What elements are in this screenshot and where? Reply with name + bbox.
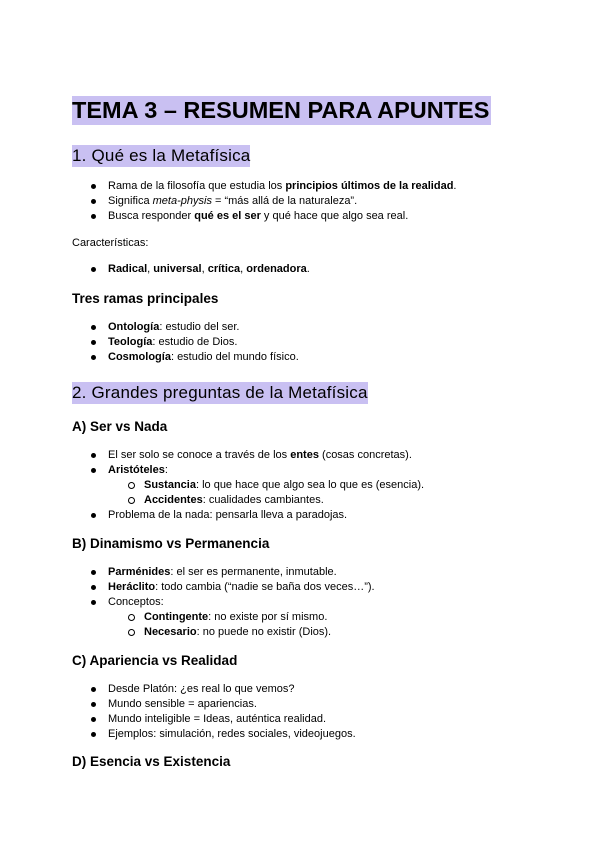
list-item: Significa meta-physis = “más allá de la naturaleza”. [72, 194, 456, 209]
list-item: Rama de la filosofía que estudia los principios últimos de la realidad. [72, 179, 456, 194]
caracteristicas-list [72, 262, 310, 277]
list-item: Ontología: estudio del ser. [72, 320, 299, 335]
section-2-heading: 2. Grandes preguntas de la Metafísica [72, 383, 368, 402]
subsection-b-heading: B) Dinamismo vs Permanencia [72, 536, 270, 551]
page-title: TEMA 3 – RESUMEN PARA APUNTES [72, 97, 490, 123]
list-item: Cosmología: estudio del mundo físico. [72, 350, 299, 365]
list-item: Teología: estudio de Dios. [72, 335, 299, 350]
subsection-a-list [72, 448, 424, 523]
ramas-list [72, 320, 299, 365]
caracteristicas-label: Características: [72, 237, 149, 249]
list-item: Heráclito: todo cambia (“nadie se baña dos veces…”). [72, 580, 375, 595]
section-1-heading: 1. Qué es la Metafísica [72, 146, 251, 165]
subsection-c-heading: C) Apariencia vs Realidad [72, 653, 238, 668]
list-item: Radical, universal, crítica, ordenadora. [72, 262, 310, 277]
subsection-a-heading: A) Ser vs Nada [72, 419, 168, 434]
list-item: El ser solo se conoce a través de los entes (cosas concretas). [72, 448, 424, 463]
list-item: Ejemplos: simulación, redes sociales, videojuegos. [72, 727, 356, 742]
sub-list-item: Accidentes: cualidades cambiantes. [72, 493, 424, 508]
list-item: Mundo inteligible = Ideas, auténtica realidad. [72, 712, 356, 727]
list-item: Desde Platón: ¿es real lo que vemos? [72, 682, 356, 697]
subsection-d-heading: D) Esencia vs Existencia [72, 754, 231, 769]
subsection-b-list [72, 565, 375, 640]
list-item: Mundo sensible = apariencias. [72, 697, 356, 712]
ramas-heading: Tres ramas principales [72, 291, 219, 306]
list-item: Conceptos: [72, 595, 375, 610]
sub-list-item: Necesario: no puede no existir (Dios). [72, 625, 375, 640]
list-item: Aristóteles: [72, 463, 424, 478]
subsection-c-list [72, 682, 356, 742]
list-item: Problema de la nada: pensarla lleva a paradojas. [72, 508, 424, 523]
list-item: Busca responder qué es el ser y qué hace que algo sea real. [72, 209, 456, 224]
list-item: Parménides: el ser es permanente, inmutable. [72, 565, 375, 580]
section-1-bullet-list [72, 179, 456, 224]
sub-list-item: Sustancia: lo que hace que algo sea lo que es (esencia). [72, 478, 424, 493]
sub-list-item: Contingente: no existe por sí mismo. [72, 610, 375, 625]
